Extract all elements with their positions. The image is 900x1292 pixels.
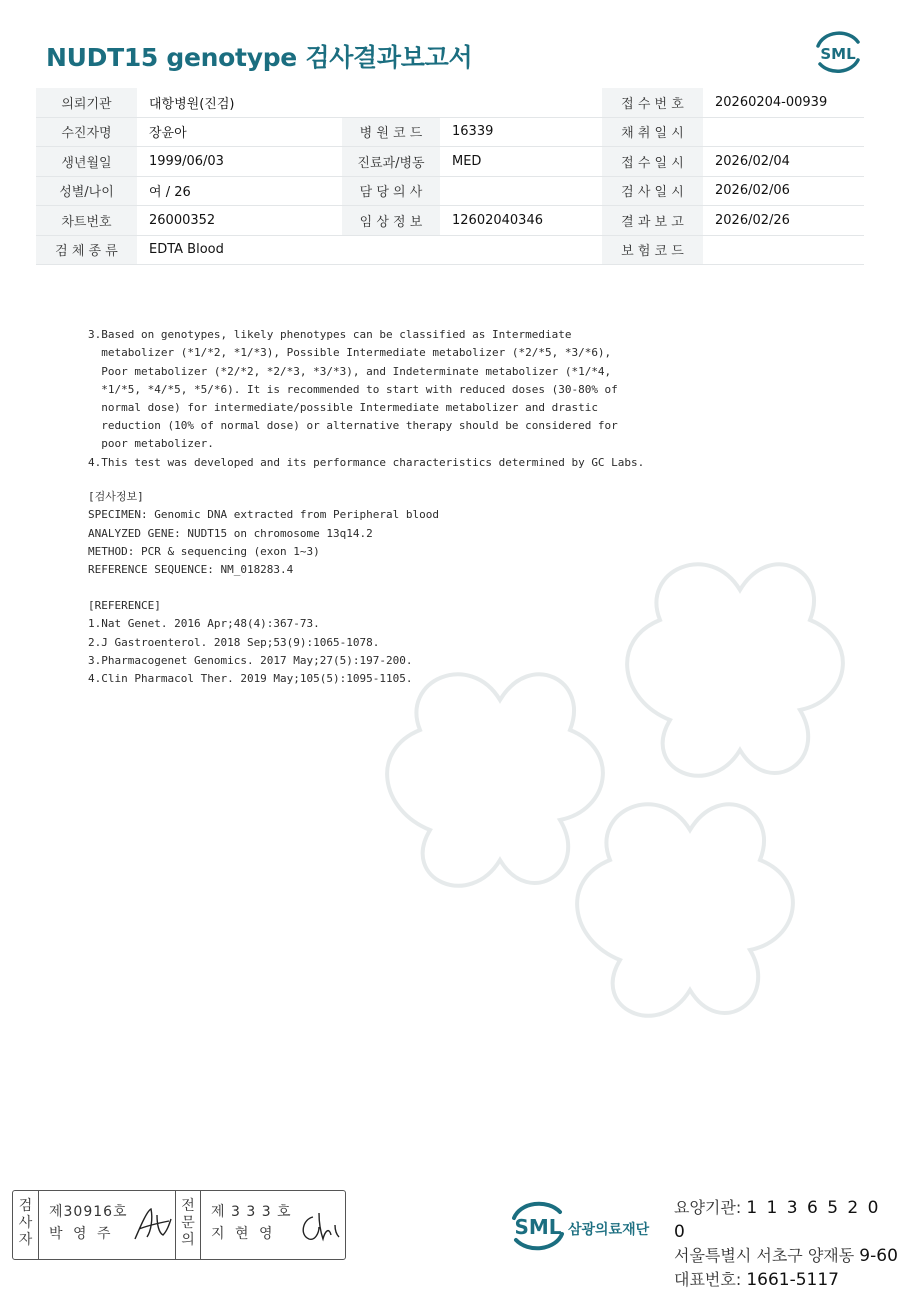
label-specimen-type: 검 체 종 류 [36, 235, 137, 265]
label-report-date: 결 과 보 고 [602, 206, 703, 236]
note-line: metabolizer (*1/*2, *1/*3), Possible Intermediate metabolizer (*2/*5, *3/*6), [88, 346, 612, 360]
note-line: poor metabolizer. [88, 437, 214, 451]
value-department: MED [440, 147, 602, 177]
value-birthdate: 1999/06/03 [137, 147, 342, 177]
table-row [36, 88, 864, 117]
specialist-signature-icon [297, 1209, 341, 1245]
note-line: Poor metabolizer (*2/*2, *2/*3, *3/*3), and Indeterminate metabolizer (*1/*4, [88, 364, 612, 378]
footer-phone-value: 1661-5117 [746, 1270, 839, 1290]
reference-item: 1.Nat Genet. 2016 Apr;48(4):367-73. [88, 617, 320, 631]
tester-label [13, 1191, 39, 1259]
value-receipt-date: 2026/02/04 [703, 147, 864, 177]
page-title: NUDT15 genotype 검사결과보고서 [46, 43, 473, 72]
test-info-line: SPECIMEN: Genomic DNA extracted from Peripheral blood [88, 508, 439, 522]
test-info-line: ANALYZED GENE: NUDT15 on chromosome 13q14.2 [88, 526, 373, 540]
value-test-date: 2026/02/06 [703, 176, 864, 206]
label-receipt-number: 접 수 번 호 [602, 88, 703, 117]
label-collection-date: 채 취 일 시 [602, 117, 703, 147]
tester-license: 제30916호 [49, 1204, 128, 1220]
label-physician: 담 당 의 사 [342, 176, 440, 206]
note-line: normal dose) for intermediate/possible Intermediate metabolizer and drastic [88, 401, 598, 415]
label-test-date: 검 사 일 시 [602, 176, 703, 206]
test-info-line: REFERENCE SEQUENCE: NM_018283.4 [88, 563, 294, 577]
value-report-date: 2026/02/26 [703, 206, 864, 236]
label-sex-age: 성별/나이 [36, 176, 137, 206]
value-receipt-number: 20260204-00939 [703, 88, 864, 117]
value-clinical-info: 12602040346 [440, 206, 602, 236]
tester-label-text: 검 사 자 [18, 1198, 33, 1248]
value-specimen-type: EDTA Blood [137, 235, 602, 265]
sml-logo [812, 28, 864, 76]
reference-item: 2.J Gastroenterol. 2018 Sep;53(9):1065-1078. [88, 635, 380, 649]
value-collection-date [703, 117, 864, 147]
reference-item: 4.Clin Pharmacol Ther. 2019 May;105(5):1095-1105. [88, 672, 413, 686]
footer-address-no: 9-60 [859, 1246, 898, 1266]
specialist-name: 지 현 영 [211, 1226, 276, 1242]
value-chart-number: 26000352 [137, 206, 342, 236]
label-insurance-code: 보 험 코 드 [602, 235, 703, 265]
references-heading: [REFERENCE] [88, 599, 161, 613]
value-physician [440, 176, 602, 206]
label-chart-number: 차트번호 [36, 206, 137, 236]
footer-logo [510, 1198, 670, 1262]
notes-block [88, 308, 644, 490]
footer-code-line [674, 1196, 900, 1244]
label-clinical-info: 임 상 정 보 [342, 206, 440, 236]
tester-name: 박 영 주 [49, 1226, 114, 1242]
footer-address: 서울특별시 서초구 양재동 [674, 1246, 855, 1265]
test-info-heading: [검사정보] [88, 490, 144, 504]
label-receipt-date: 접 수 일 시 [602, 147, 703, 177]
note-line: reduction (10% of normal dose) or alternative therapy should be considered for [88, 419, 618, 433]
footer-code-label: 요양기관: [674, 1198, 742, 1217]
brand-text: SML [820, 45, 856, 63]
note-line: 3.Based on genotypes, likely phenotypes can be classified as Intermediate [88, 328, 572, 342]
footer-address-line [674, 1244, 900, 1268]
footer-phone-line [674, 1268, 900, 1292]
test-info-line: METHOD: PCR & sequencing (exon 1~3) [88, 544, 320, 558]
label-birthdate: 생년월일 [36, 147, 137, 177]
specialist-label [175, 1191, 201, 1259]
value-hospital-code: 16339 [440, 117, 602, 147]
value-insurance-code [703, 235, 864, 265]
label-hospital-code: 병 원 코 드 [342, 117, 440, 147]
tester-signature-icon [131, 1205, 175, 1245]
label-requesting-org: 의뢰기관 [36, 88, 137, 117]
label-department: 진료과/병동 [342, 147, 440, 177]
value-patient-name: 장윤아 [137, 117, 342, 147]
table-row [36, 235, 864, 265]
specialist-license: 제 3 3 3 호 [211, 1204, 292, 1220]
label-patient-name: 수진자명 [36, 117, 137, 147]
value-sex-age: 여 / 26 [137, 176, 342, 206]
footer-org-name: 삼광의료재단 [568, 1222, 650, 1238]
patient-info-table [36, 88, 864, 265]
note-line: *1/*5, *4/*5, *5/*6). It is recommended to start with reduced doses (30-80% of [88, 382, 618, 396]
table-row [36, 176, 864, 206]
reference-item: 3.Pharmacogenet Genomics. 2017 May;27(5):197-200. [88, 653, 413, 667]
watermark-cross-icon [360, 540, 900, 1060]
sml-footer-logo [510, 1198, 670, 1258]
footer-phone-label: 대표번호: [674, 1270, 742, 1289]
footer-info [674, 1196, 900, 1292]
table-row [36, 117, 864, 147]
references-block [88, 579, 413, 706]
specialist-label-text: 전 문 의 [181, 1198, 195, 1248]
footer-logo-text: SML [514, 1215, 562, 1239]
table-row [36, 147, 864, 177]
footer-code-value: 1 1 3 6 5 2 0 0 [674, 1198, 881, 1242]
value-requesting-org: 대항병원(진검) [137, 88, 602, 117]
specialist-info [201, 1191, 345, 1259]
note-line: 4.This test was developed and its performance characteristics determined by GC Labs. [88, 455, 645, 469]
tester-info [39, 1191, 175, 1259]
table-row [36, 206, 864, 236]
signature-box [12, 1190, 346, 1260]
